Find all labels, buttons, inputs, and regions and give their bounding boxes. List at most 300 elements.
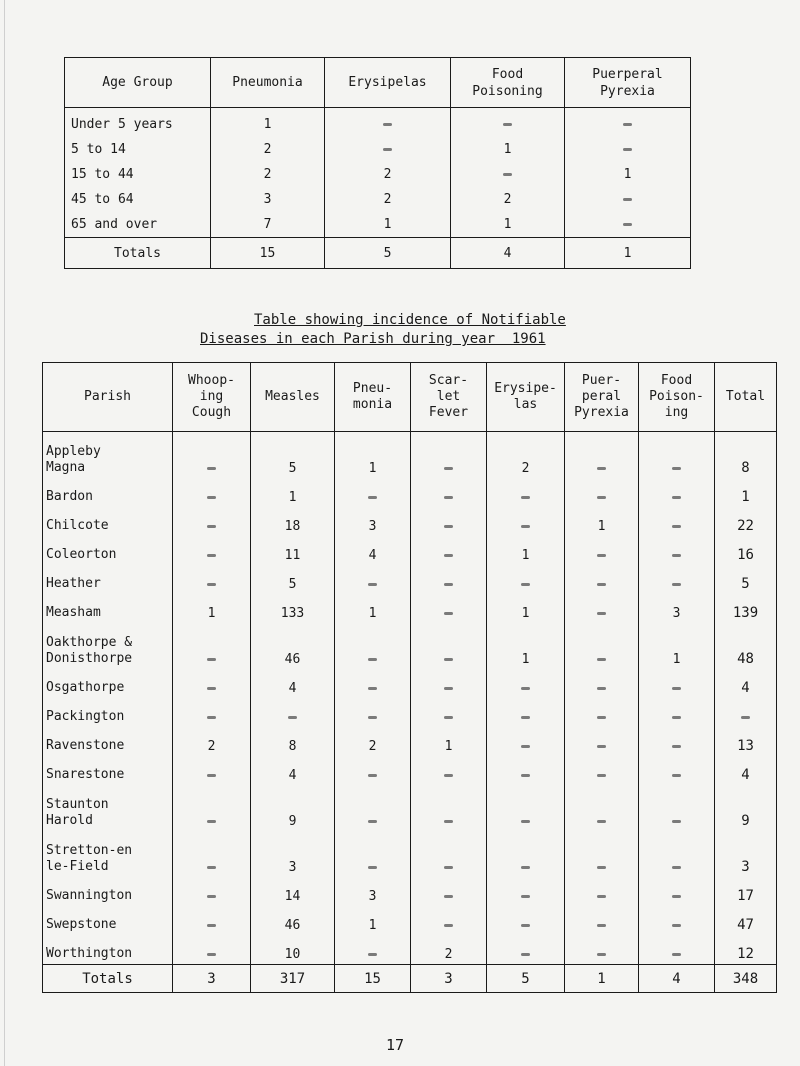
table-cell: 48: [715, 623, 777, 669]
dash-mark: [597, 774, 606, 777]
row-label: Under 5 years: [65, 108, 211, 138]
table-cell: [335, 623, 411, 669]
table-cell: [565, 536, 639, 565]
table-cell: 2: [411, 935, 487, 965]
dash-mark: [521, 866, 530, 869]
column-header: Parish: [43, 363, 173, 432]
table-cell: [451, 108, 565, 138]
dash-mark: [444, 687, 453, 690]
table-row: [43, 698, 777, 727]
table-cell: [487, 698, 565, 727]
totals-cell: 3: [173, 965, 251, 993]
dash-mark: [521, 525, 530, 528]
row-label: Oakthorpe & Donisthorpe: [43, 623, 173, 669]
totals-cell: 5: [325, 238, 451, 269]
dash-mark: [207, 554, 216, 557]
table-cell: [565, 698, 639, 727]
table-cell: [565, 669, 639, 698]
table-cell: [335, 698, 411, 727]
table-cell: [411, 565, 487, 594]
table-cell: [639, 478, 715, 507]
table-cell: 46: [251, 623, 335, 669]
dash-mark: [207, 866, 216, 869]
table-cell: [411, 594, 487, 623]
page-number: 17: [386, 1036, 405, 1054]
dash-mark: [207, 687, 216, 690]
table-cell: 12: [715, 935, 777, 965]
table-cell: [251, 698, 335, 727]
table-cell: [411, 756, 487, 785]
dash-mark: [368, 866, 377, 869]
column-header: Puer- peral Pyrexia: [565, 363, 639, 432]
table-row: [43, 623, 777, 669]
table-cell: [639, 785, 715, 831]
dash-mark: [207, 658, 216, 661]
table-cell: [173, 507, 251, 536]
dash-mark: [521, 687, 530, 690]
dash-mark: [207, 467, 216, 470]
row-label: Appleby Magna: [43, 432, 173, 479]
dash-mark: [288, 716, 297, 719]
table-cell: [411, 698, 487, 727]
table-cell: 18: [251, 507, 335, 536]
dash-mark: [368, 687, 377, 690]
table-cell: [565, 478, 639, 507]
table-cell: [565, 906, 639, 935]
dash-mark: [383, 148, 392, 151]
table-cell: 1: [335, 432, 411, 479]
table-row: [43, 756, 777, 785]
dash-mark: [672, 687, 681, 690]
table-cell: [565, 137, 691, 162]
table-cell: 5: [715, 565, 777, 594]
table-cell: 1: [211, 108, 325, 138]
parish-table-totals-row: [43, 965, 777, 993]
table-row: [43, 432, 777, 479]
row-label: Swannington: [43, 877, 173, 906]
table-cell: [325, 108, 451, 138]
parish-table: [42, 362, 777, 993]
table-cell: [639, 935, 715, 965]
dash-mark: [503, 123, 512, 126]
table-cell: [565, 831, 639, 877]
table-cell: 9: [715, 785, 777, 831]
table-cell: 139: [715, 594, 777, 623]
table-cell: [173, 565, 251, 594]
table-cell: [173, 698, 251, 727]
table-cell: 1: [411, 727, 487, 756]
table-caption-line-2: Diseases in each Parish during year 1961: [200, 331, 546, 347]
table-cell: [487, 831, 565, 877]
table-cell: 1: [173, 594, 251, 623]
table-row: [43, 935, 777, 965]
table-cell: 14: [251, 877, 335, 906]
table-cell: [335, 935, 411, 965]
table-cell: 1: [487, 594, 565, 623]
table-cell: [335, 669, 411, 698]
column-header: Erysipelas: [325, 58, 451, 108]
table-row: [65, 108, 691, 138]
table-cell: 3: [335, 877, 411, 906]
table-cell: [335, 756, 411, 785]
table-cell: 5: [251, 565, 335, 594]
table-cell: 17: [715, 877, 777, 906]
column-header: Pneu- monia: [335, 363, 411, 432]
table-cell: [411, 432, 487, 479]
table-cell: 4: [251, 669, 335, 698]
table-cell: [639, 906, 715, 935]
dash-mark: [444, 496, 453, 499]
table-cell: [173, 669, 251, 698]
dash-mark: [597, 895, 606, 898]
dash-mark: [521, 774, 530, 777]
column-header: Measles: [251, 363, 335, 432]
dash-mark: [368, 583, 377, 586]
table-cell: [639, 669, 715, 698]
row-label: 15 to 44: [65, 162, 211, 187]
dash-mark: [597, 716, 606, 719]
dash-mark: [444, 774, 453, 777]
table-cell: 4: [251, 756, 335, 785]
dash-mark: [444, 554, 453, 557]
row-label: 65 and over: [65, 212, 211, 238]
dash-mark: [521, 924, 530, 927]
table-cell: [565, 623, 639, 669]
table-cell: [173, 623, 251, 669]
dash-mark: [368, 716, 377, 719]
dash-mark: [383, 123, 392, 126]
table-cell: [565, 756, 639, 785]
table-cell: [639, 507, 715, 536]
parish-table-header-row: [43, 363, 777, 432]
row-label: Stretton-en le-Field: [43, 831, 173, 877]
table-cell: [335, 565, 411, 594]
totals-cell: 4: [639, 965, 715, 993]
table-cell: [325, 137, 451, 162]
table-cell: [173, 906, 251, 935]
dash-mark: [741, 716, 750, 719]
table-cell: [639, 756, 715, 785]
dash-mark: [597, 953, 606, 956]
totals-cell: 317: [251, 965, 335, 993]
dash-mark: [672, 525, 681, 528]
column-header: Erysipe- las: [487, 363, 565, 432]
table-cell: 3: [211, 187, 325, 212]
table-cell: [335, 478, 411, 507]
table-cell: 2: [211, 137, 325, 162]
dash-mark: [368, 658, 377, 661]
row-label: Osgathorpe: [43, 669, 173, 698]
column-header: Total: [715, 363, 777, 432]
table-cell: 1: [565, 162, 691, 187]
totals-cell: 4: [451, 238, 565, 269]
table-row: [43, 877, 777, 906]
dash-mark: [623, 148, 632, 151]
table-cell: [335, 831, 411, 877]
column-header: Pneumonia: [211, 58, 325, 108]
dash-mark: [672, 866, 681, 869]
dash-mark: [207, 583, 216, 586]
dash-mark: [597, 554, 606, 557]
table-cell: 1: [487, 623, 565, 669]
scan-edge-line: [4, 0, 5, 1066]
dash-mark: [597, 820, 606, 823]
column-header: Food Poison- ing: [639, 363, 715, 432]
table-cell: [411, 877, 487, 906]
dash-mark: [207, 716, 216, 719]
dash-mark: [672, 774, 681, 777]
table-row: [65, 212, 691, 238]
dash-mark: [672, 583, 681, 586]
table-cell: 47: [715, 906, 777, 935]
table-cell: 2: [335, 727, 411, 756]
table-cell: 9: [251, 785, 335, 831]
table-cell: [565, 594, 639, 623]
dash-mark: [207, 496, 216, 499]
dash-mark: [597, 467, 606, 470]
table-cell: [639, 536, 715, 565]
table-caption-line-1: Table showing incidence of Notifiable: [254, 312, 566, 328]
dash-mark: [521, 716, 530, 719]
table-cell: 13: [715, 727, 777, 756]
table-cell: 11: [251, 536, 335, 565]
table-cell: [411, 669, 487, 698]
table-cell: [565, 935, 639, 965]
table-cell: [565, 565, 639, 594]
table-row: [65, 187, 691, 212]
dash-mark: [368, 774, 377, 777]
table-cell: 1: [335, 594, 411, 623]
table-cell: 5: [251, 432, 335, 479]
table-cell: [639, 565, 715, 594]
dash-mark: [444, 583, 453, 586]
table-row: [43, 669, 777, 698]
table-row: [65, 137, 691, 162]
dash-mark: [207, 953, 216, 956]
row-label: Heather: [43, 565, 173, 594]
table-cell: [173, 935, 251, 965]
table-cell: 1: [715, 478, 777, 507]
table-cell: 10: [251, 935, 335, 965]
table-cell: [639, 727, 715, 756]
table-cell: [565, 108, 691, 138]
row-label: Packington: [43, 698, 173, 727]
age-table-totals-row: [65, 238, 691, 269]
dash-mark: [207, 895, 216, 898]
table-cell: 2: [325, 187, 451, 212]
table-cell: [487, 669, 565, 698]
row-label: Coleorton: [43, 536, 173, 565]
table-cell: [411, 831, 487, 877]
column-header: Age Group: [65, 58, 211, 108]
table-cell: 4: [715, 669, 777, 698]
table-cell: 133: [251, 594, 335, 623]
table-cell: [173, 478, 251, 507]
table-cell: 22: [715, 507, 777, 536]
table-cell: [487, 478, 565, 507]
dash-mark: [672, 953, 681, 956]
age-table-body: [65, 108, 691, 238]
row-label: 45 to 64: [65, 187, 211, 212]
table-cell: [411, 507, 487, 536]
dash-mark: [597, 496, 606, 499]
dash-mark: [368, 953, 377, 956]
table-cell: [565, 187, 691, 212]
dash-mark: [672, 554, 681, 557]
dash-mark: [521, 745, 530, 748]
totals-cell: 1: [565, 238, 691, 269]
parish-table-body: [43, 432, 777, 965]
table-cell: [173, 831, 251, 877]
dash-mark: [521, 496, 530, 499]
dash-mark: [444, 658, 453, 661]
totals-cell: 3: [411, 965, 487, 993]
table-cell: 46: [251, 906, 335, 935]
table-row: [43, 507, 777, 536]
dash-mark: [597, 583, 606, 586]
table-cell: 3: [251, 831, 335, 877]
row-label: 5 to 14: [65, 137, 211, 162]
dash-mark: [672, 716, 681, 719]
dash-mark: [444, 467, 453, 470]
dash-mark: [597, 687, 606, 690]
dash-mark: [521, 895, 530, 898]
totals-label: Totals: [43, 965, 173, 993]
table-cell: [565, 212, 691, 238]
dash-mark: [623, 198, 632, 201]
table-cell: [487, 756, 565, 785]
row-label: Chilcote: [43, 507, 173, 536]
table-cell: 1: [325, 212, 451, 238]
table-cell: [639, 698, 715, 727]
dash-mark: [503, 173, 512, 176]
table-cell: [411, 623, 487, 669]
table-cell: [639, 831, 715, 877]
table-cell: 2: [325, 162, 451, 187]
dash-mark: [672, 467, 681, 470]
table-cell: 2: [211, 162, 325, 187]
table-cell: 2: [487, 432, 565, 479]
table-cell: 2: [451, 187, 565, 212]
table-cell: 3: [335, 507, 411, 536]
table-row: [43, 594, 777, 623]
row-label: Staunton Harold: [43, 785, 173, 831]
table-cell: 1: [487, 536, 565, 565]
dash-mark: [207, 525, 216, 528]
column-header: Puerperal Pyrexia: [565, 58, 691, 108]
table-cell: [487, 906, 565, 935]
table-cell: 2: [173, 727, 251, 756]
table-cell: [411, 478, 487, 507]
dash-mark: [521, 820, 530, 823]
table-cell: 1: [335, 906, 411, 935]
row-label: Bardon: [43, 478, 173, 507]
table-cell: [565, 785, 639, 831]
table-cell: 4: [715, 756, 777, 785]
table-cell: [487, 727, 565, 756]
table-cell: [173, 432, 251, 479]
table-row: [43, 785, 777, 831]
dash-mark: [597, 924, 606, 927]
table-cell: 1: [451, 212, 565, 238]
totals-label: Totals: [65, 238, 211, 269]
table-cell: 7: [211, 212, 325, 238]
table-cell: 8: [251, 727, 335, 756]
table-cell: 8: [715, 432, 777, 479]
column-header: Food Poisoning: [451, 58, 565, 108]
table-row: [43, 565, 777, 594]
totals-cell: 15: [211, 238, 325, 269]
table-cell: [639, 432, 715, 479]
table-cell: 3: [639, 594, 715, 623]
dash-mark: [444, 716, 453, 719]
dash-mark: [444, 895, 453, 898]
table-cell: [411, 906, 487, 935]
row-label: Worthington: [43, 935, 173, 965]
table-cell: [487, 785, 565, 831]
table-cell: 1: [565, 507, 639, 536]
dash-mark: [207, 774, 216, 777]
dash-mark: [521, 583, 530, 586]
column-header: Whoop- ing Cough: [173, 363, 251, 432]
row-label: Measham: [43, 594, 173, 623]
table-cell: 1: [451, 137, 565, 162]
dash-mark: [672, 895, 681, 898]
table-cell: [411, 536, 487, 565]
dash-mark: [672, 820, 681, 823]
dash-mark: [623, 123, 632, 126]
row-label: Snarestone: [43, 756, 173, 785]
table-cell: [173, 756, 251, 785]
dash-mark: [444, 525, 453, 528]
column-header: Scar- let Fever: [411, 363, 487, 432]
table-cell: [639, 877, 715, 906]
table-cell: 4: [335, 536, 411, 565]
table-cell: 1: [639, 623, 715, 669]
totals-cell: 348: [715, 965, 777, 993]
table-cell: [565, 727, 639, 756]
dash-mark: [207, 924, 216, 927]
dash-mark: [444, 612, 453, 615]
dash-mark: [597, 612, 606, 615]
table-row: [43, 478, 777, 507]
table-cell: [173, 536, 251, 565]
dash-mark: [597, 658, 606, 661]
totals-cell: 1: [565, 965, 639, 993]
table-cell: 1: [251, 478, 335, 507]
table-cell: [565, 432, 639, 479]
dash-mark: [368, 820, 377, 823]
dash-mark: [597, 866, 606, 869]
dash-mark: [521, 953, 530, 956]
totals-cell: 5: [487, 965, 565, 993]
table-cell: [565, 877, 639, 906]
table-cell: [487, 507, 565, 536]
dash-mark: [672, 924, 681, 927]
table-row: [43, 906, 777, 935]
totals-cell: 15: [335, 965, 411, 993]
table-cell: 16: [715, 536, 777, 565]
row-label: Swepstone: [43, 906, 173, 935]
dash-mark: [368, 496, 377, 499]
table-cell: [715, 698, 777, 727]
age-table-header-row: [65, 58, 691, 108]
table-cell: [173, 785, 251, 831]
dash-mark: [672, 745, 681, 748]
dash-mark: [623, 223, 632, 226]
age-group-table: [64, 57, 691, 269]
table-cell: [335, 785, 411, 831]
